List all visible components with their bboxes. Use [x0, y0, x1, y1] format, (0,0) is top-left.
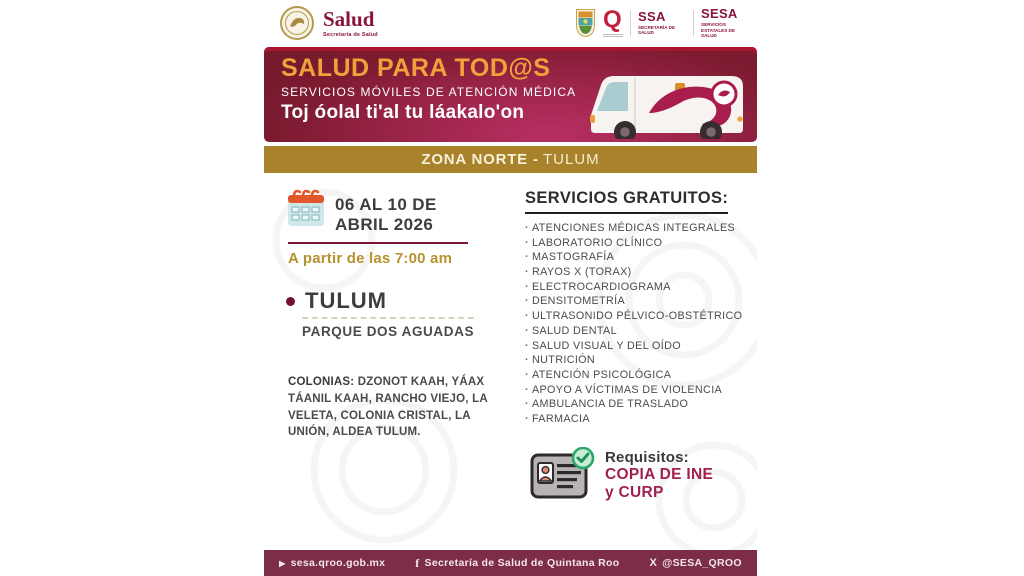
service-item: · APOYO A VÍCTIMAS DE VIOLENCIA — [525, 383, 723, 396]
campaign-title: SALUD PARA TOD@S — [281, 54, 551, 82]
x-handle: @SESA_QROO — [662, 557, 742, 569]
ssa-logo — [638, 10, 686, 36]
colonias-list: DZONOT KAAH, YÁAX TÁANIL KAAH, RANCHO VIEJO, LA VELETA, COLONIA CRISTAL, LA UNIÓN, ALDEA TULUM. — [288, 376, 488, 439]
bullet-icon: · — [525, 222, 529, 234]
salud-wordmark — [323, 6, 378, 38]
location-venue: PARQUE DOS AGUADAS — [302, 324, 475, 339]
zone-bar — [264, 146, 757, 173]
logo-divider — [693, 10, 694, 36]
colonias-label: COLONIAS: — [288, 376, 355, 388]
logo-divider — [630, 10, 631, 36]
bullet-icon: · — [525, 412, 529, 425]
facebook-page: Secretaría de Salud de Quintana Roo — [424, 557, 620, 569]
bullet-icon: · — [525, 236, 529, 249]
date-block — [286, 188, 437, 235]
salud-logo — [278, 4, 378, 42]
header-bar — [264, 0, 757, 46]
ssa-abbr: SSA — [638, 8, 666, 24]
zone-name: ZONA NORTE — [421, 151, 528, 168]
maroon-divider — [288, 242, 468, 244]
sesa-subtitle: SERVICIOS ESTATALES DE SALUD — [701, 21, 735, 39]
service-item: · FARMACIA — [525, 412, 590, 425]
q-logo-caption-lines — [603, 34, 623, 37]
bullet-icon: · — [525, 310, 529, 323]
footer-facebook — [415, 556, 619, 571]
requirements-block — [605, 449, 713, 503]
date-line-2: ABRIL 2026 — [335, 215, 434, 235]
campaign-maya-slogan: Toj óolal ti'al tu láakalo'on — [281, 102, 525, 123]
start-time: A partir de las 7:00 am — [288, 250, 453, 267]
zone-city: TULUM — [542, 151, 600, 168]
bullet-icon: · — [525, 354, 529, 367]
services-title: SERVICIOS GRATUITOS: — [525, 189, 728, 214]
requirements-label: Requisitos: — [605, 449, 689, 466]
calendar-icon — [286, 188, 326, 230]
health-flyer — [264, 0, 757, 576]
bullet-icon: · — [525, 295, 529, 308]
event-dates — [335, 188, 437, 235]
services-section — [525, 189, 745, 428]
zone-separator: - — [532, 151, 538, 168]
bullet-icon: · — [525, 251, 529, 264]
service-item: · AMBULANCIA DE TRASLADO — [525, 398, 689, 411]
bullet-icon: · — [525, 280, 529, 293]
service-item: · ATENCIÓN PSICOLÓGICA — [525, 368, 672, 381]
footer-bar — [264, 550, 757, 576]
eagle-emblem-icon — [278, 4, 316, 42]
q-brand-logo — [603, 8, 623, 37]
ssa-subtitle: SECRETARÍA DE SALUD — [638, 24, 676, 36]
facebook-icon: f — [415, 555, 420, 570]
location-bullet-icon — [286, 297, 295, 306]
service-item: · ELECTROCARDIOGRAMA — [525, 280, 671, 293]
website-url: sesa.qroo.gob.mx — [290, 557, 386, 569]
service-item: · NUTRICIÓN — [525, 354, 596, 367]
campaign-subtitle: SERVICIOS MÓVILES DE ATENCIÓN MÉDICA — [281, 85, 577, 99]
x-twitter-icon: X — [649, 557, 658, 569]
sesa-abbr: SESA — [701, 5, 738, 21]
requirement-curp: y CURP — [605, 484, 664, 502]
service-item: · ULTRASONIDO PÉLVICO-OBSTÉTRICO — [525, 310, 743, 323]
play-arrow-icon: ▶ — [279, 558, 286, 568]
quintana-roo-shield-icon — [575, 8, 596, 38]
bullet-icon: · — [525, 266, 529, 279]
bullet-icon: · — [525, 324, 529, 337]
service-item: · SALUD DENTAL — [525, 324, 617, 337]
service-item: · DENSITOMETRÍA — [525, 295, 626, 308]
service-item: · LABORATORIO CLÍNICO — [525, 236, 663, 249]
service-item: · MASTOGRAFÍA — [525, 251, 615, 264]
date-line-1: 06 AL 10 DE — [335, 195, 437, 214]
dashed-divider — [302, 317, 474, 319]
q-letter: Q — [603, 6, 621, 34]
location-city: TULUM — [305, 288, 387, 313]
location-row — [286, 288, 387, 314]
salud-subtitle: Secretaría de Salud — [323, 31, 378, 38]
bullet-icon: · — [525, 339, 529, 352]
services-list — [525, 222, 745, 428]
service-item: · RAYOS X (TORAX) — [525, 266, 632, 279]
service-item: · ATENCIONES MÉDICAS INTEGRALES — [525, 222, 736, 234]
medical-van-illustration — [583, 55, 755, 139]
footer-x — [649, 557, 741, 569]
sesa-logo — [701, 7, 749, 39]
bullet-icon: · — [525, 398, 529, 411]
service-item: · SALUD VISUAL Y DEL OÍDO — [525, 339, 682, 352]
footer-website — [279, 557, 385, 569]
government-logos — [575, 7, 749, 39]
bullet-icon: · — [525, 383, 529, 396]
id-card-icon — [530, 447, 596, 503]
requirement-ine: COPIA DE INE — [605, 466, 714, 483]
banner-text-block — [281, 56, 576, 124]
salud-title: Salud — [323, 6, 375, 31]
bullet-icon: · — [525, 368, 529, 381]
campaign-banner — [264, 47, 757, 142]
colonias-paragraph — [288, 374, 490, 441]
